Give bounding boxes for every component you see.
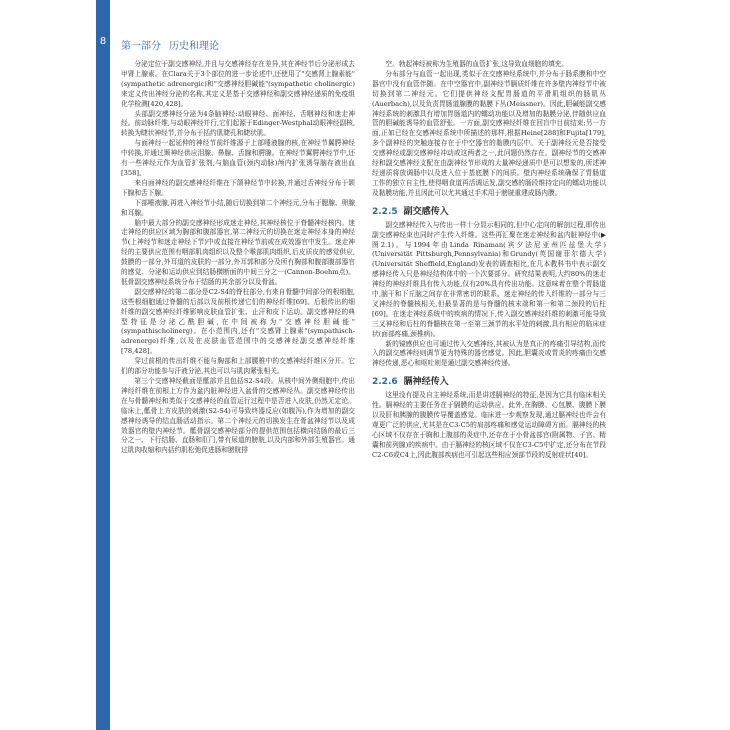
section-number: 2.2.5 <box>372 206 398 217</box>
section-number: 2.2.6 <box>372 377 398 388</box>
paragraph: 穿过前根的传出纤维不能与胸部和上部腰椎中的交感神经纤维区分开。它们的部分功能参与汗液分泌,其也可以与肌肉紧张相关。 <box>121 357 355 376</box>
paragraph: 副交感神经的第二部分是C2-S4的脊柱部分,有来自骨髓中间部分的根细胞,这些根细胞通过脊髓的后部以及前根传递它们的神经纤维[69]。后根传出的细纤维的副交感神经纤维影响皮肤血管扩张、止汗和皮下运动。副交感神经的典型特征是分泌乙酰胆碱,在中间被称为"交感神经胆碱能"(sympathischolinerg)。在小范围内,还有"交感肾上腺素"(sympathisch-adrenerge)纤维,以及在皮肤血管范围中的交感神经副交感神经纤维[78,428]。 <box>121 287 355 356</box>
section-heading <box>372 374 606 387</box>
paragraph: 下部唾液腺,再进入神经节小结,随后切换到第二个神经元,分布于腮腺、卵腺和耳腺。 <box>121 198 355 217</box>
chapter-sidebar-band <box>96 0 110 730</box>
section-heading <box>372 204 606 217</box>
paragraph: 头部副交感神经分泌为4条脑神经:动眼神经、面神经、舌咽神经和迷走神经。前动脉纤维,与动眼神经并行,它们起源于Edinger-Westphal动眼神经副核,转换为睫状神经节,并分布于括约肌睫孔和睫状肌。 <box>121 109 355 138</box>
part-title: 历史和理论 <box>169 41 219 52</box>
section-title: 副交感传入 <box>403 206 449 217</box>
paragraph: 第三个交感神经截面是骶部并且包括S2-S4段。从核中间外侧细胞中,传出神经纤维在前根上方作为盆内脏神经进入盆骨的交感神经丛。副交感神经传出在与骨髓神经和类似于交感神经的血管运行过程中是否进入皮肤,仍然无定论。临床上,骶骨上方皮肤的刺激(S2-S4)可导致终器反应(如腹泻),作为增加的副交感神经诱导的结直肠活动指示。第二个神经元的切换发生在骨盆神经节以及成效器官的壁内神经节。骶骨副交感神经部分的提供范围包括横向结肠的最后三分之一、下行结肠、直肠和肛门,带有尿道的膀胱,以及内部和外部生殖器官。通过肌肉收缩和内括约肌松弛促进肠和膀胱排 <box>121 377 355 455</box>
paragraph: 空。勃起神经被称为生殖器的血管扩张,这导致血细胞的填充。 <box>385 60 569 68</box>
page-number: 8 <box>99 36 107 47</box>
left-column <box>121 60 355 456</box>
right-column <box>372 60 606 461</box>
part-label: 第一部分 <box>121 41 161 52</box>
paragraph: 脑中最大部分的副交感神经形成迷走神经,其神经核位于脊髓神经核内。迷走神经的供应区域为胸部和腹部器官,第二神经元的切换在迷走神经本身的神经节(上神经节和迷走神经下节)中或直接在神经节前或在成效器官中发生。迷走神经的主要供应范围有咽部肌肉组织以及整个喉部肌肉组织,后皮质皮的感觉供应,鼓膜的一部分,外耳道的皮肤的一部分,外耳郭和部分及所有胸部和腹部腹部器官的感觉、分泌和运动供应到结肠横断面的中间三分之一(Cannon-Boehm点)。低骨副交感神经系统分布于结肠的其余部分以及骨盆。 <box>121 218 355 286</box>
running-head <box>121 37 219 52</box>
paragraph: 这里没有提及自主神经系统,而是讲述膈神经的特征,是因为它具有临床相关性。膈神经的主要任务在于膈膜的运动供应。此外,在胸膜、心包膜、腹膜下膜以及肝和胰腺的腹膜传导覆盖感觉。临床进一步观察发现,通过膈神经也许会有观更广泛的供应,尤其是在C3-C5的肩部疼痛和感觉运动障碍方面。膈神经的核心区域不仅存在于胸和上腹部的炎症中,还存在于小骨盆部官(附属物、子宫、精囊和前列腺)的疾病中。由于膈神经的核区域不仅在C3-C5中扩定,还分布在节段C2-C6或C4上,因此腹部疾病也可引起这些相应颈部节段的反射症状[40]。 <box>372 391 606 459</box>
paragraph: 来自面神经的副交感神经纤维在下颌神经节中转换,并通过舌神经分布于颌下腺和舌下腺。 <box>121 178 355 197</box>
paragraph: 新的镜感供应也可通过传入交感神经,其被认为是真正的疼痛引导结构,而传入的副交感神经则调节更为特殊的器官感觉。因此,胆囊炎或胃炎的疼痛由交感神经传递,恶心和呕吐则是通过副交感神经传递。 <box>372 339 606 368</box>
paragraph: 与面神经一起延伸的神经节前纤维源于上部唾液腺的核,在神经节翼腭神经中转换,并通过颞神经供应泪腺、鼻腺、舌腺和腭腺。在神经节翼腭神经节中,还有一些神经元作为血管扩张剂,与脑血管(颈内动脉)颅内扩张诱导脑存液出血[358]。 <box>121 139 355 177</box>
section-title: 膈神经传入 <box>403 377 449 388</box>
paragraph: 分布部分与血管一起出现,类似于在交感神经系统中,并分布于肠系膜和中空器官中没有血管伴随。在中空器官中,副神经节膈质纤维在许多壁内神经节中被切换到第二神经元。它们提供神经支配胃肠道的平滑肌组织的肠肌丛(Auerbach),以及负责胃肠道腺膜的黏膜下丛(Meissner)。因此,胆碱能副交感神经系统的刺激具有增加胃肠道内的蠕动功能以及增加的黏膜分泌,伴随供应血管的胆碱能诱导的血管舒张。一方面,副交感神经纤维在回盲中目前结束;另一方面,正如已经在交感神经系统中所描述的那样,根据Heine[288]和Fujita[179],多个副神经的突触连接存在于中空器官的黏膜内层中。关于副神经元是否接受交感神经或副交感神经冲动或这两者之一,此问题仍然存在。副神经节的交感神经和副交感神经支配在由副神经节形成的大量神经递质中是可以想象的,所述神经递质将放调肠中以及进入位于基底膜下的间质。壁内神经系统确保了胃肠道工作的独立自主性,使得咽食道再活调运发,副交感的肠段维持定向的蠕动功能以及黏膜功能,并且因此可以尤其通过手术用于膀胱重建成肠内膜。 <box>372 69 606 197</box>
paragraph: 副交感神经传入与传出一样十分显示相同的,但中心定向的解剖过程,即传出副交感神经束也同时产生传入纤维。这些再汇聚在迷走神经和盆内脏神经中(▶图2.1)。与1994年由Linda Rinaman(宾夕法尼亚州匹兹堡大学)(Universität Pittsburgh,Pennsylvania)和Grundy(英国谢菲尔德大学)(Universität Sheffield,England)发表的调查相比,在几本教科书中表示副交感神经传入只是神经结构体中的一个次要部分。研究结果表明,大约80%的迷走神经的神经纤维具有传入功能,仅有20%具有传出功能。这意味着在整个胃肠道中,脑干和下丘脑之间存在非常密切的联系。迷走神经的传入纤维的一部分与三叉神经的脊髓核相关,但最显著的是与脊髓的核末端和第一和第二颈段的后柱[69]。在迷走神经系统中的疾病的情况下,传入副交感神经纤维的刺激可能导致三叉神经和后柱的脊髓核在第一至第三颈节的水平处的刺激,具有相应的临床症状(面部疼痛,颈椎病)。 <box>372 220 606 338</box>
paragraph: 分泌定位于副交感神经,并且与交感神经存在差异,其在神经节后分泌形成去甲肾上腺素。在Clara关于3个部位的进一步论述中,还使用了"交感肾上腺素能"(sympathetic adrenergic)和"交感神经胆碱能"(sympathetic cholinergic)来定义传出神经分泌的名称,其定义是基于交感神经和副交感神经递质的免疫组化学检测[420,428]。 <box>121 60 355 108</box>
